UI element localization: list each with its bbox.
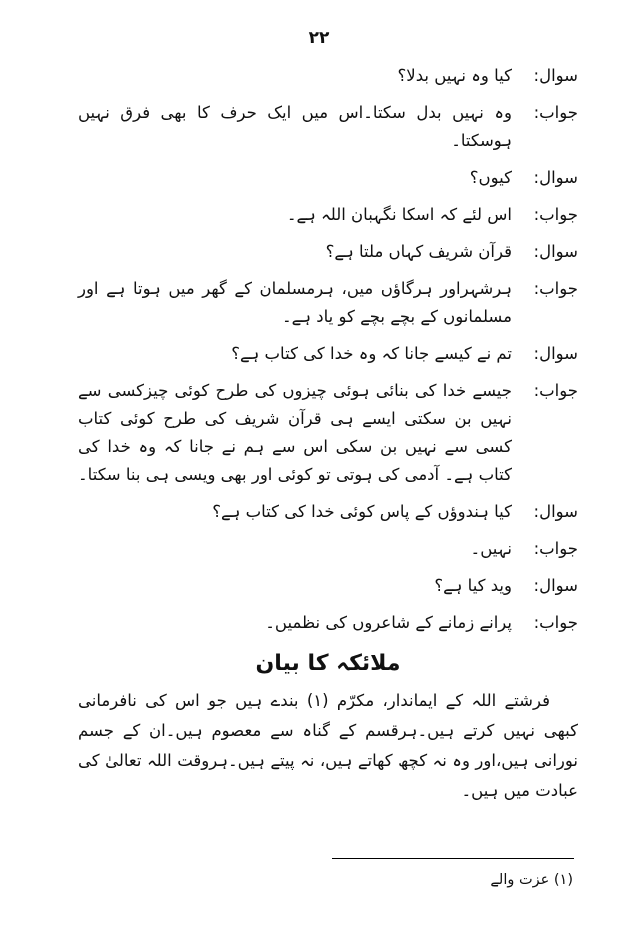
qa-label: سوال: — [533, 66, 578, 85]
qa-label: جواب: — [533, 381, 578, 400]
qa-item — [78, 201, 578, 229]
qa-text: وید کیا ہے؟ — [434, 576, 512, 595]
qa-item — [78, 535, 578, 563]
section-heading: ملائکہ کا بیان — [255, 651, 401, 676]
qa-item — [78, 238, 578, 266]
qa-item — [78, 572, 578, 600]
qa-text: پرانے زمانے کے شاعروں کی نظمیں۔ — [265, 613, 512, 632]
footnote-divider — [332, 858, 574, 859]
qa-text: کیا وہ نہیں بدلا؟ — [397, 66, 512, 85]
qa-item — [78, 340, 578, 368]
qa-text: جیسے خدا کی بنائی ہوئی چیزوں کی طرح کوئی چیزکسی سے نہیں بن سکتی ایسے ہی قرآن شریف کی طرح کوئی کتاب کسی سے نہیں بن سکی اس سے ہم نے جانا کہ وہ خدا کی کتاب ہے۔ آدمی کی ہوتی تو کوئی اور بھی ویسی ہی بنا سکتا۔ — [78, 381, 512, 484]
qa-label: جواب: — [533, 279, 578, 298]
qa-label: جواب: — [533, 205, 578, 224]
qa-label: جواب: — [533, 613, 578, 632]
qa-label: سوال: — [533, 242, 578, 261]
qa-item — [78, 377, 578, 489]
page-content — [78, 62, 578, 806]
qa-text: اس لئے کہ اسکا نگہبان اللہ ہے۔ — [286, 205, 512, 224]
qa-label: جواب: — [533, 539, 578, 558]
qa-item — [78, 164, 578, 192]
qa-text: کیوں؟ — [469, 168, 512, 187]
qa-item — [78, 62, 578, 90]
qa-item — [78, 609, 578, 637]
qa-item — [78, 498, 578, 526]
qa-text: وہ نہیں بدل سکتا۔اس میں ایک حرف کا بھی فرق نہیں ہوسکتا۔ — [78, 103, 512, 150]
qa-text: نہیں۔ — [470, 539, 512, 558]
qa-text: تم نے کیسے جانا کہ وہ خدا کی کتاب ہے؟ — [231, 344, 512, 363]
qa-text: قرآن شریف کہاں ملتا ہے؟ — [325, 242, 512, 261]
footnote: (۱) عزت والے — [490, 872, 573, 888]
qa-label: جواب: — [533, 103, 578, 122]
qa-label: سوال: — [533, 168, 578, 187]
qa-label: سوال: — [533, 502, 578, 521]
qa-item — [78, 99, 578, 155]
qa-item — [78, 275, 578, 331]
section-paragraph: فرشتے اللہ کے ایماندار، مکرّم (۱) بندے ہیں جو اس کی نافرمانی کبھی نہیں کرتے ہیں۔ہرقسم کے گناہ سے معصوم ہیں۔ان کے جسم نورانی ہیں،اور وہ نہ کچھ کھاتے ہیں، نہ پیتے ہیں۔ہروقت اللہ تعالیٰ کی عبادت میں ہیں۔ — [78, 691, 578, 800]
page-number: ۲۲ — [308, 28, 330, 48]
qa-text: کیا ہندوؤں کے پاس کوئی خدا کی کتاب ہے؟ — [212, 502, 512, 521]
qa-text: ہرشہراور ہرگاؤں میں، ہرمسلمان کے گھر میں ہوتا ہے اور مسلمانوں کے بچے بچے کو یاد ہے۔ — [78, 279, 512, 326]
qa-label: سوال: — [533, 344, 578, 363]
qa-label: سوال: — [533, 576, 578, 595]
